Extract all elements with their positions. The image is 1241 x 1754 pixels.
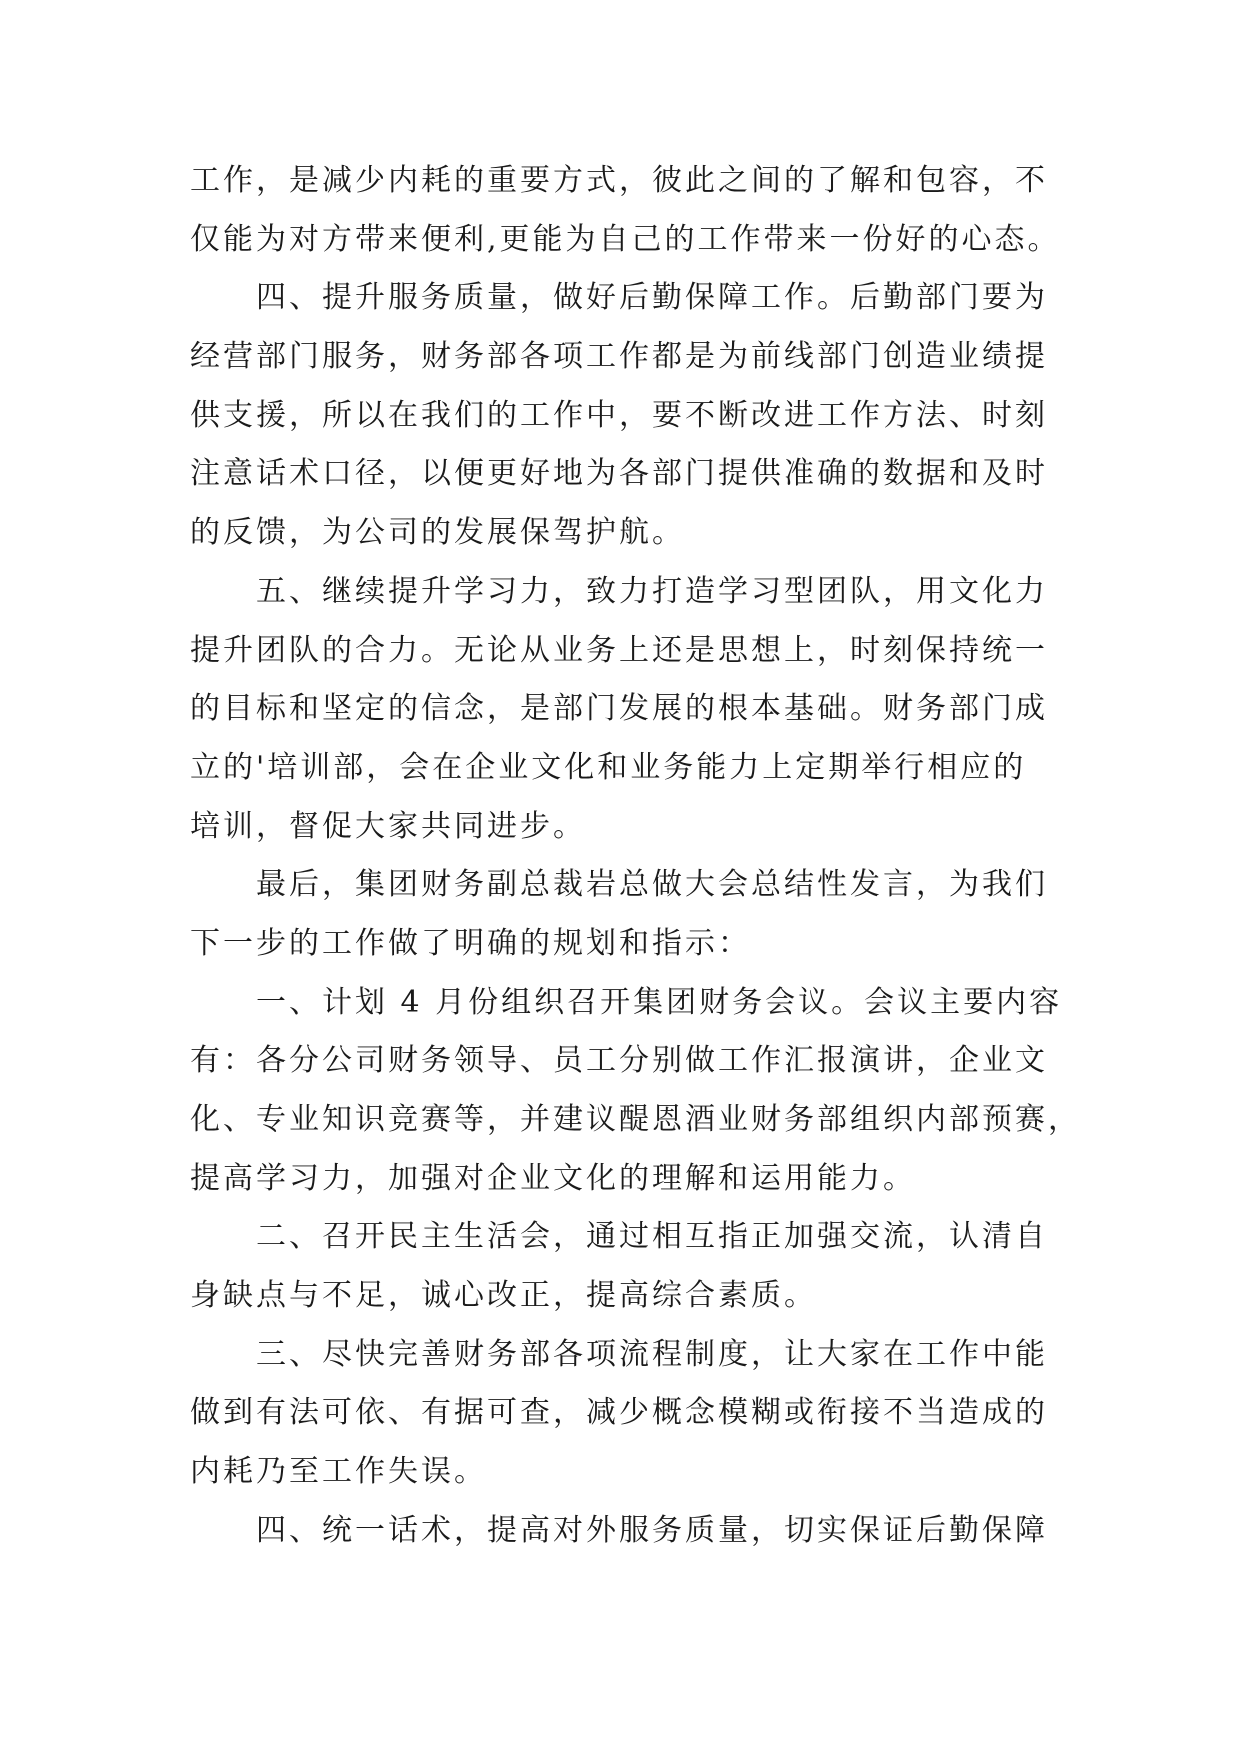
text-line: 工作，是减少内耗的重要方式，彼此之间的了解和包容，不 xyxy=(190,163,1048,198)
text-line: 四、提升服务质量，做好后勤保障工作。后勤部门要为 xyxy=(256,280,1048,316)
text-line: 身缺点与不足，诚心改正，提高综合素质。 xyxy=(190,1278,817,1314)
text-line: 二、召开民主生活会，通过相互指正加强交流，认清自 xyxy=(256,1219,1048,1255)
text-line: 的目标和坚定的信念，是部门发展的根本基础。财务部门成 xyxy=(190,691,1048,727)
text-line: 仅能为对方带来便利,更能为自己的工作带来一份好的心态。 xyxy=(190,221,1061,257)
text-line: 做到有法可依、有据可查，减少概念模糊或衔接不当造成的 xyxy=(190,1395,1048,1431)
text-line: 化、专业知识竞赛等，并建议醍恩酒业财务部组织内部预赛， xyxy=(190,1102,1081,1137)
text-line: 有：各分公司财务领导、员工分别做工作汇报演讲，企业文 xyxy=(190,1043,1048,1079)
text-line: 经营部门服务，财务部各项工作都是为前线部门创造业绩提 xyxy=(190,339,1048,375)
text-line: 最后，集团财务副总裁岩总做大会总结性发言，为我们 xyxy=(256,867,1048,903)
text-line: 内耗乃至工作失误。 xyxy=(190,1454,487,1490)
text-line: 供支援，所以在我们的工作中，要不断改进工作方法、时刻 xyxy=(190,397,1048,433)
text-line: 三、尽快完善财务部各项流程制度，让大家在工作中能 xyxy=(256,1336,1048,1372)
text-line: 五、继续提升学习力，致力打造学习型团队，用文化力 xyxy=(256,573,1048,609)
text-line: 培训，督促大家共同进步。 xyxy=(190,808,586,844)
text-line: 一、计划 4 月份组织召开集团财务会议。会议主要内容 xyxy=(256,984,1063,1020)
text-line: 的反馈，为公司的发展保驾护航。 xyxy=(190,515,685,551)
text-line: 注意话术口径，以便更好地为各部门提供准确的数据和及时 xyxy=(190,456,1048,492)
text-line: 提升团队的合力。无论从业务上还是思想上，时刻保持统一 xyxy=(190,632,1048,668)
text-line: 提高学习力，加强对企业文化的理解和运用能力。 xyxy=(190,1160,916,1196)
document-body xyxy=(190,152,1081,1561)
text-line: 立的'培训部，会在企业文化和业务能力上定期举行相应的 xyxy=(190,749,1027,785)
text-line: 下一步的工作做了明确的规划和指示： xyxy=(190,925,751,961)
text-line: 四、统一话术，提高对外服务质量，切实保证后勤保障 xyxy=(256,1512,1048,1548)
